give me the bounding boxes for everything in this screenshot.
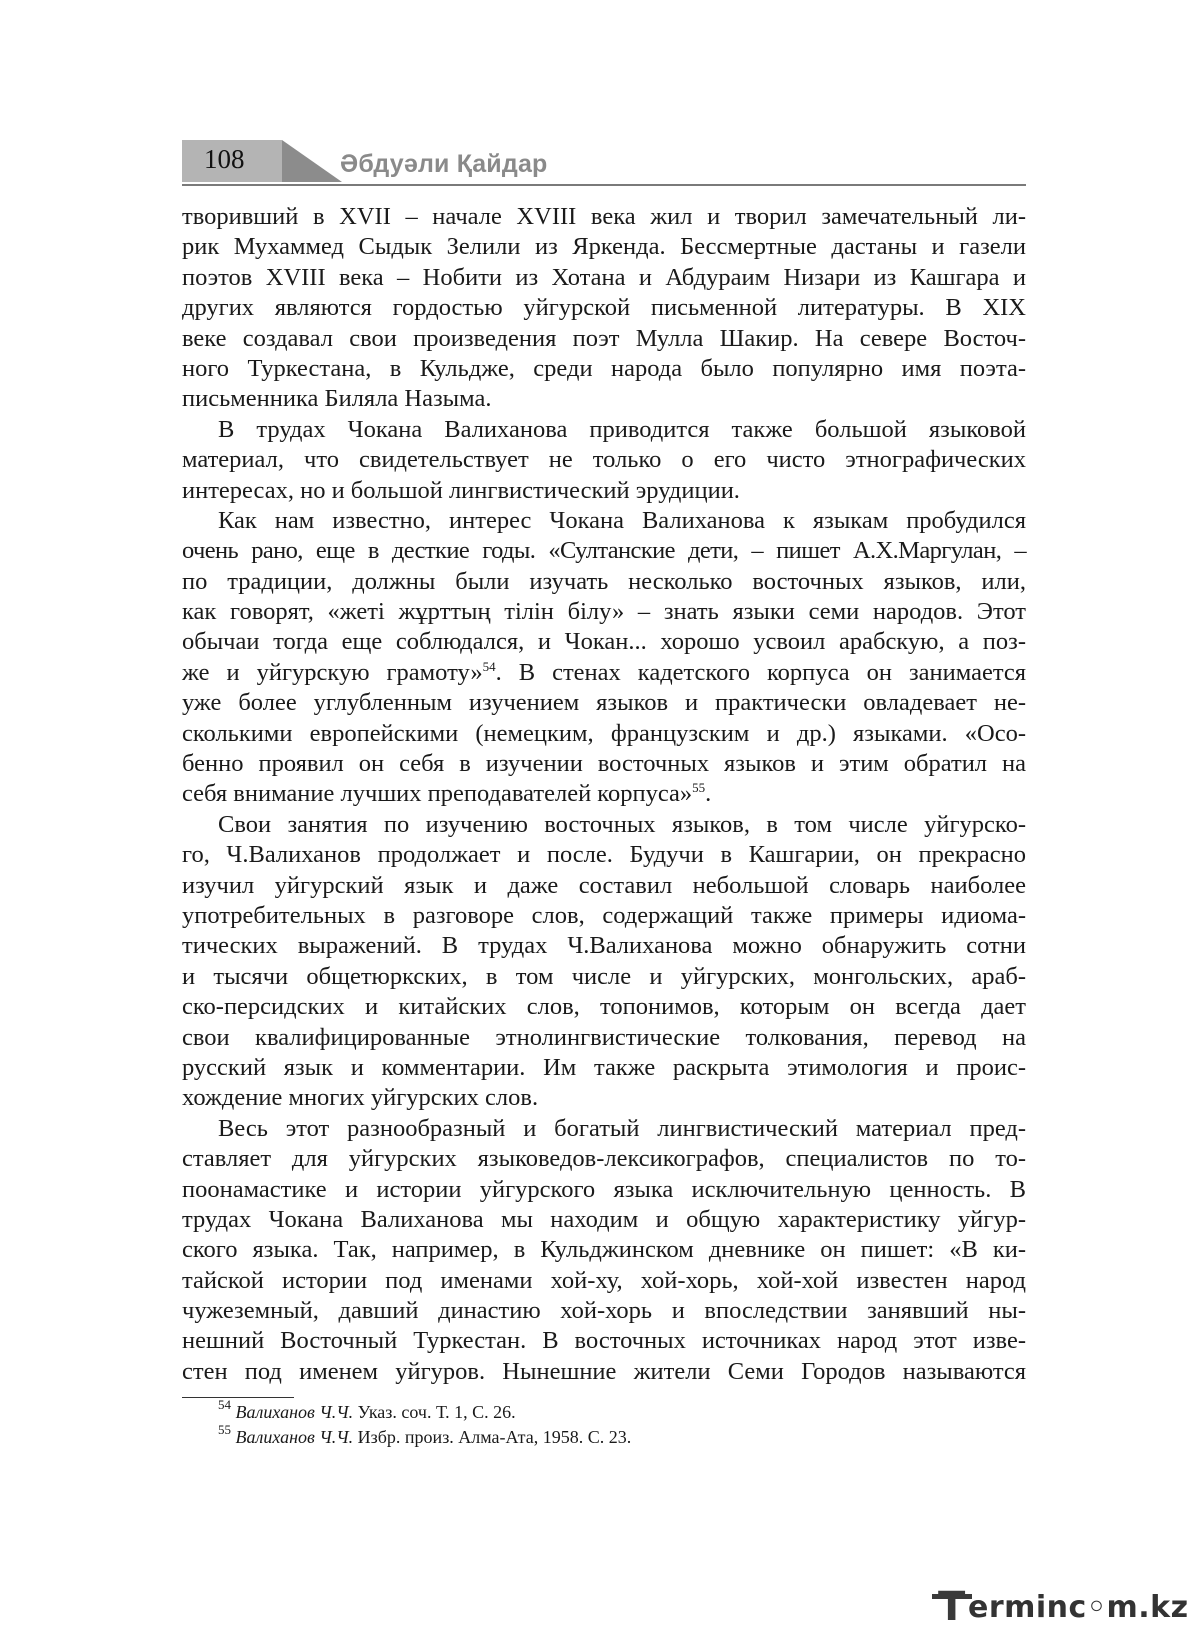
footnote-ref[interactable]: 54: [482, 658, 496, 674]
text-line: стен под именем уйгуров. Нынешние жители Семи Городов называются: [182, 1357, 1026, 1385]
text-line: русский язык и комментарии. Им также раскрыта этимология и проис-: [182, 1053, 1026, 1081]
footnote: [218, 1422, 1018, 1450]
text-line: ского языка. Так, например, в Кульджинском дневнике он пишет: «В ки-: [182, 1236, 1026, 1264]
header-arrow-icon: [282, 140, 342, 182]
text-line: Как нам известно, интерес Чокана Валиханова к языкам пробудился: [218, 506, 1026, 534]
text-segment: . В стенах кадетского корпуса он занимается: [495, 658, 1026, 686]
text-segment: же и уйгурскую грамоту»: [182, 658, 483, 686]
text-line: сколькими европейскими (немецким, французским и др.) языками. «Осо-: [182, 719, 1026, 747]
text-line: письменника Биляла Назыма.: [182, 385, 492, 413]
text-line: по традиции, должны были изучать несколько восточных языков, или,: [182, 567, 1026, 595]
body-text: [182, 202, 1026, 1387]
text-line: нешний Восточный Туркестан. В восточных источниках народ этот изве-: [182, 1327, 1026, 1355]
page-number: 108: [204, 144, 245, 174]
paragraph: [182, 506, 1026, 810]
footnotes: [218, 1397, 1018, 1450]
text-line: употребительных в разговоре слов, содержащий также примеры идиома-: [182, 901, 1026, 929]
footnote-text: Указ. соч. Т. 1, С. 26.: [353, 1402, 516, 1422]
footnote-rule: [182, 1397, 294, 1398]
text-line: интересах, но и большой лингвистический эрудиции.: [182, 476, 740, 504]
paragraph: [182, 810, 1026, 1114]
text-line: бенно проявил он себя в изучении восточных языков и этим обратил на: [182, 750, 1026, 778]
text-line: [182, 779, 1026, 809]
text-line: тических выражений. В трудах Ч.Валиханова можно обнаружить сотни: [182, 932, 1026, 960]
text-line: материал, что свидетельствует не только о его чисто этнографических: [182, 446, 1026, 474]
text-line: поонамастике и истории уйгурского языка исключительную ценность. В: [182, 1175, 1026, 1203]
running-title: Әбдуәли Қайдар: [340, 150, 548, 178]
text-line: творивший в XVII – начале XVIII века жил и творил замечательный ли-: [182, 203, 1026, 230]
text-line: ско-персидских и китайских слов, топонимов, которым он всегда дает: [182, 993, 1026, 1021]
footnote-number: 55: [218, 1422, 231, 1437]
text-line: изучил уйгурский язык и даже составил небольшой словарь наиболее: [182, 871, 1026, 899]
page-header: [182, 140, 1026, 186]
paragraph: [182, 202, 1026, 415]
text-line: свои квалифицированные этнолингвистические толкования, перевод на: [182, 1023, 1026, 1051]
text-line: го, Ч.Валиханов продолжает и после. Будучи в Кашгарии, он прекрасно: [182, 841, 1026, 869]
footnote: [218, 1397, 1018, 1425]
text-line: уже более углубленным изучением языков и практически овладевает не-: [182, 689, 1026, 717]
header-rule: [182, 184, 1026, 186]
text-line: ставляет для уйгурских языковедов-лексикографов, специалистов по то-: [182, 1145, 1026, 1173]
watermark-logo: [938, 1584, 1189, 1630]
paragraph: [182, 1114, 1026, 1388]
text-line: тайской истории под именами хой-ху, хой-хорь, хой-хой известен народ: [182, 1266, 1026, 1294]
text-line: очень рано, еще в десткие годы. «Султанские дети, – пишет А.Х.Маргулан, –: [182, 537, 1026, 565]
text-line: ного Туркестана, в Кульдже, среди народа было популярно имя поэта-: [182, 354, 1026, 382]
text-line: веке создавал свои произведения поэт Мулла Шакир. На севере Восточ-: [182, 324, 1026, 352]
text-line: Весь этот разнообразный и богатый лингвистический материал пред-: [218, 1114, 1026, 1142]
text-line: и тысячи общетюркских, в том числе и уйгурских, монгольских, араб-: [182, 962, 1026, 990]
watermark-initial: T: [938, 1584, 966, 1630]
text-line: чужеземный, давший династию хой-хорь и впоследствии занявший ны-: [182, 1297, 1026, 1325]
text-segment: себя внимание лучших преподавателей корпуса»: [182, 780, 693, 808]
watermark-text: erminc◦m.kz: [968, 1590, 1189, 1625]
text-line: хождение многих уйгурских слов.: [182, 1084, 539, 1112]
footnote-author: Валиханов Ч.Ч.: [235, 1402, 354, 1422]
text-segment: .: [705, 780, 712, 808]
text-line: как говорят, «жеті жұрттың тілін білу» – знать языки семи народов. Этот: [182, 598, 1026, 626]
footnote-number: 54: [218, 1397, 231, 1412]
text-line: обычаи тогда еще соблюдался, и Чокан... хорошо усвоил арабскую, а поз-: [182, 628, 1026, 656]
text-line: Свои занятия по изучению восточных языков, в том числе уйгурско-: [218, 810, 1026, 838]
footnote-ref[interactable]: 55: [692, 780, 706, 796]
footnote-text: Избр. произ. Алма-Ата, 1958. С. 23.: [353, 1427, 632, 1447]
text-line: [182, 658, 1026, 688]
text-line: трудах Чокана Валиханова мы находим и общую характеристику уйгур-: [182, 1205, 1026, 1233]
text-line: поэтов XVIII века – Нобити из Хотана и Абдураим Низари из Кашгара и: [182, 263, 1026, 291]
paragraph: [182, 415, 1026, 506]
text-line: рик Мухаммед Сыдык Зелили из Яркенда. Бессмертные дастаны и газели: [182, 233, 1026, 261]
text-line: В трудах Чокана Валиханова приводится также большой языковой: [218, 415, 1026, 443]
text-line: других являются гордостью уйгурской письменной литературы. В XIX: [182, 294, 1026, 322]
footnote-author: Валиханов Ч.Ч.: [235, 1427, 354, 1447]
page-number-box: [182, 140, 282, 182]
